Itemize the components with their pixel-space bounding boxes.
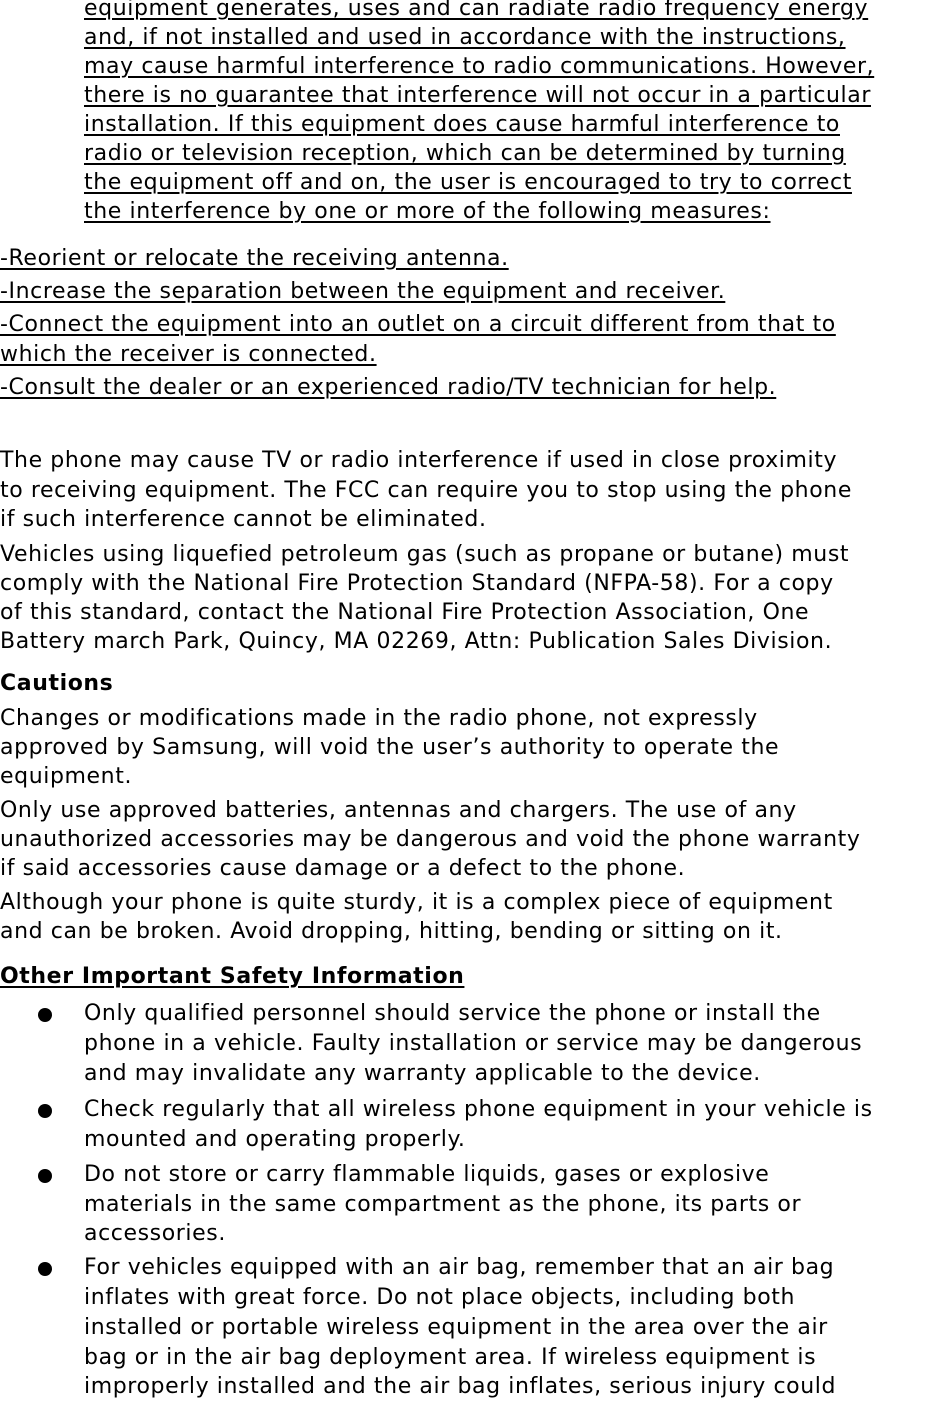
safety-item-line: Do not store or carry flammable liquids, gases or explosive <box>84 1162 770 1187</box>
fcc-text-line: may cause harmful interference to radio communications. However, <box>84 54 875 79</box>
safety-item-line: accessories. <box>84 1221 226 1246</box>
safety-item-line: bag or in the air bag deployment area. If wireless equipment is <box>84 1345 817 1370</box>
cautions-line: Only use approved batteries, antennas and chargers. The use of any <box>0 798 797 823</box>
bullet-icon <box>38 1262 52 1276</box>
measure-line: -Connect the equipment into an outlet on a circuit different from that to <box>0 312 836 337</box>
interference-line: if such interference cannot be eliminated. <box>0 507 487 532</box>
fcc-text-line: there is no guarantee that interference will not occur in a particular <box>84 83 871 108</box>
measure-line: -Reorient or relocate the receiving antenna. <box>0 246 509 271</box>
bullet-icon <box>38 1169 52 1183</box>
cautions-line: equipment. <box>0 764 133 789</box>
safety-item-line: installed or portable wireless equipment in the area over the air <box>84 1315 828 1340</box>
interference-line: to receiving equipment. The FCC can require you to stop using the phone <box>0 478 852 503</box>
safety-item-line: and may invalidate any warranty applicable to the device. <box>84 1061 761 1086</box>
fcc-text-line: the interference by one or more of the following measures: <box>84 199 771 224</box>
safety-item-line: materials in the same compartment as the phone, its parts or <box>84 1192 802 1217</box>
safety-item-line: mounted and operating properly. <box>84 1127 466 1152</box>
measure-line: which the receiver is connected. <box>0 342 377 367</box>
fcc-text-line: radio or television reception, which can be determined by turning <box>84 141 846 166</box>
safety-item-line: Only qualified personnel should service the phone or install the <box>84 1001 821 1026</box>
bullet-icon <box>38 1008 52 1022</box>
safety-item-line: improperly installed and the air bag inflates, serious injury could <box>84 1374 837 1399</box>
cautions-line: approved by Samsung, will void the user’s authority to operate the <box>0 735 780 760</box>
cautions-line: and can be broken. Avoid dropping, hitting, bending or sitting on it. <box>0 919 783 944</box>
fcc-text-line: installation. If this equipment does cause harmful interference to <box>84 112 840 137</box>
cautions-heading: Cautions <box>0 671 114 696</box>
safety-heading: Other Important Safety Information <box>0 964 465 989</box>
bullet-icon <box>38 1104 52 1118</box>
vehicles-line: comply with the National Fire Protection Standard (NFPA-58). For a copy <box>0 571 834 596</box>
safety-item-line: phone in a vehicle. Faulty installation or service may be dangerous <box>84 1031 863 1056</box>
interference-line: The phone may cause TV or radio interference if used in close proximity <box>0 448 838 473</box>
safety-item-line: For vehicles equipped with an air bag, remember that an air bag <box>84 1255 835 1280</box>
safety-item-line: Check regularly that all wireless phone equipment in your vehicle is <box>84 1097 873 1122</box>
cautions-line: if said accessories cause damage or a defect to the phone. <box>0 856 686 881</box>
fcc-text-line: equipment generates, uses and can radiate radio frequency energy <box>84 0 869 21</box>
vehicles-line: of this standard, contact the National Fire Protection Association, One <box>0 600 810 625</box>
cautions-line: unauthorized accessories may be dangerous and void the phone warranty <box>0 827 861 852</box>
measure-line: -Increase the separation between the equipment and receiver. <box>0 279 726 304</box>
fcc-text-line: the equipment off and on, the user is encouraged to try to correct <box>84 170 852 195</box>
safety-item-line: inflates with great force. Do not place objects, including both <box>84 1285 796 1310</box>
cautions-line: Changes or modifications made in the radio phone, not expressly <box>0 706 758 731</box>
fcc-text-line: and, if not installed and used in accordance with the instructions, <box>84 25 846 50</box>
measure-line: -Consult the dealer or an experienced radio/TV technician for help. <box>0 375 777 400</box>
vehicles-line: Battery march Park, Quincy, MA 02269, Attn: Publication Sales Division. <box>0 629 833 654</box>
cautions-line: Although your phone is quite sturdy, it is a complex piece of equipment <box>0 890 833 915</box>
vehicles-line: Vehicles using liquefied petroleum gas (such as propane or butane) must <box>0 542 850 567</box>
